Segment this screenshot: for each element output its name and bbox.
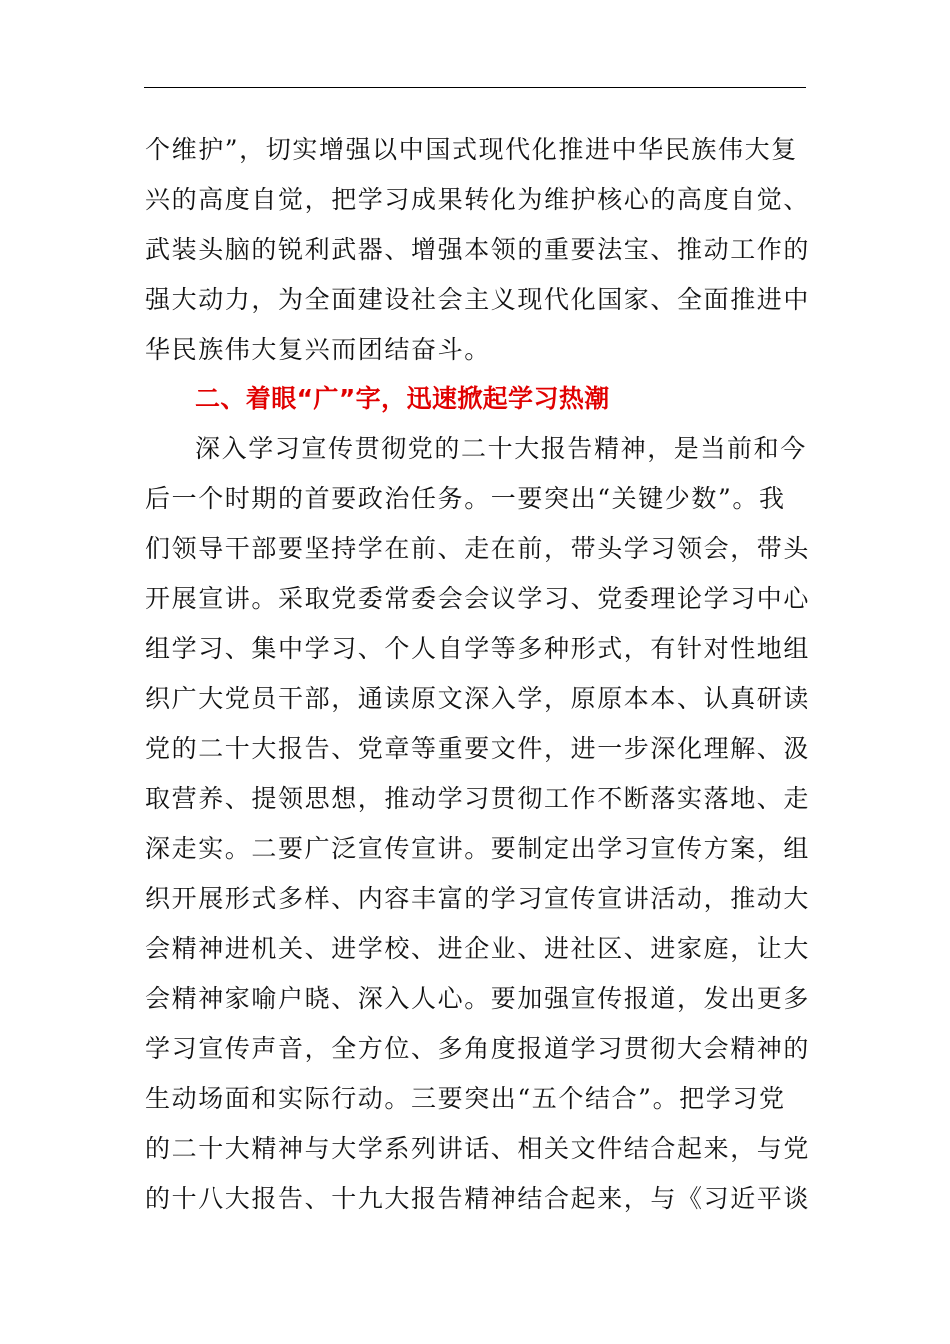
paragraph-line: 取营养、提领思想，推动学习贯彻工作不断落实落地、走: [145, 784, 811, 813]
text-line: 武装头脑的锐利武器、增强本领的重要法宝、推动工作的: [145, 235, 811, 264]
header-rule: [144, 87, 806, 88]
paragraph-line: 会精神家喻户晓、深入人心。要加强宣传报道，发出更多: [145, 984, 811, 1013]
paragraph-line: 深走实。二要广泛宣传宣讲。要制定出学习宣传方案，组: [145, 834, 811, 863]
paragraph-line: 后一个时期的首要政治任务。一要突出“关键少数”。我: [145, 484, 786, 513]
paragraph-line: 的二十大精神与大学系列讲话、相关文件结合起来，与党: [145, 1134, 811, 1163]
paragraph-line: 的十八大报告、十九大报告精神结合起来，与《习近平谈: [145, 1184, 811, 1213]
text-line: 兴的高度自觉，把学习成果转化为维护核心的高度自觉、: [145, 185, 811, 214]
paragraph-line: 党的二十大报告、党章等重要文件，进一步深化理解、汲: [145, 734, 811, 763]
paragraph-line: 们领导干部要坚持学在前、走在前，带头学习领会，带头: [145, 534, 811, 563]
paragraph-line: 织广大党员干部，通读原文深入学，原原本本、认真研读: [145, 684, 811, 713]
text-line: 个维护”，切实增强以中国式现代化推进中华民族伟大复: [145, 135, 798, 164]
paragraph-line: 织开展形式多样、内容丰富的学习宣传宣讲活动，推动大: [145, 884, 811, 913]
text-line: 强大动力，为全面建设社会主义现代化国家、全面推进中: [145, 285, 811, 314]
paragraph-line: 深入学习宣传贯彻党的二十大报告精神，是当前和今: [195, 434, 807, 463]
section-heading: 二、着眼“广”字，迅速掀起学习热潮: [195, 384, 610, 413]
paragraph-line: 开展宣讲。采取党委常委会会议学习、党委理论学习中心: [145, 584, 811, 613]
paragraph-line: 生动场面和实际行动。三要突出“五个结合”。把学习党: [145, 1084, 786, 1113]
paragraph-line: 组学习、集中学习、个人自学等多种形式，有针对性地组: [145, 634, 811, 663]
paragraph-line: 会精神进机关、进学校、进企业、进社区、进家庭，让大: [145, 934, 811, 963]
paragraph-line: 学习宣传声音，全方位、多角度报道学习贯彻大会精神的: [145, 1034, 811, 1063]
text-line: 华民族伟大复兴而团结奋斗。: [145, 335, 491, 364]
